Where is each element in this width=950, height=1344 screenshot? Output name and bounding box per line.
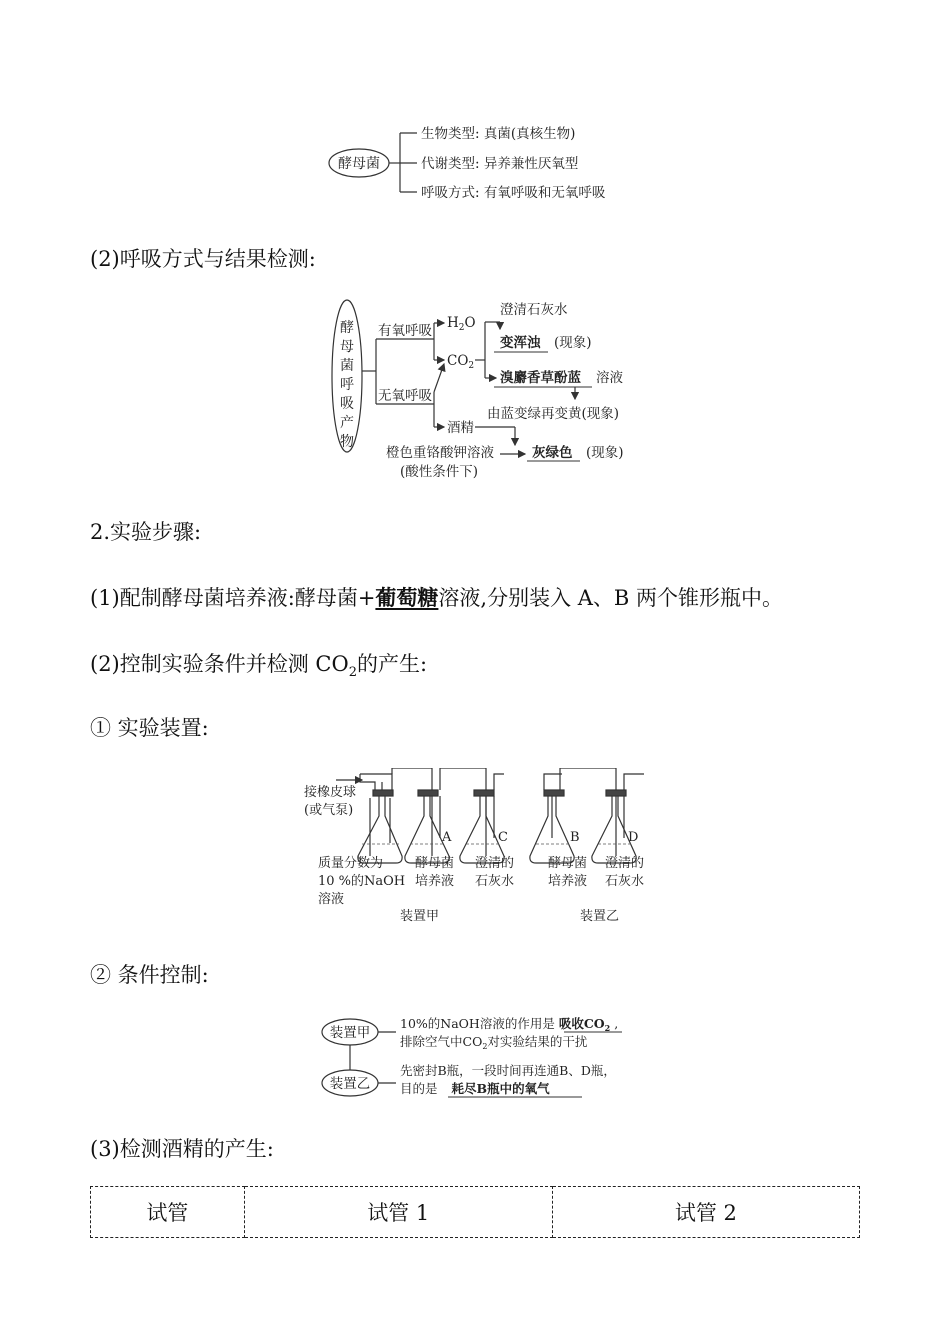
yeast-caption-2: 培养液 xyxy=(415,874,455,889)
pump-label-2: (或气泵) xyxy=(304,803,354,818)
fig1-item-1: 生物类型: 真菌(真核生物) xyxy=(421,126,576,142)
btb-answer: 溴麝香草酚蓝 xyxy=(500,370,581,386)
yeast-caption-1: 酵母菌 xyxy=(415,856,455,871)
yeast-b-caption-2: 培养液 xyxy=(548,874,588,889)
oval-char-2: 母 xyxy=(340,339,354,355)
btb-tail: 溶液 xyxy=(596,370,623,386)
lime-caption-2: 石灰水 xyxy=(475,874,515,889)
apparatus-figure xyxy=(300,768,660,930)
fig4-a-line-2: 排除空气中$CO_2$对实验结果的干扰 xyxy=(400,1034,588,1051)
section-heading-steps: 2.实验步骤: xyxy=(90,520,202,544)
respiration-products-figure xyxy=(330,296,640,482)
step-1-suffix: 溶液,分别装入 A、B 两个锥形瓶中。 xyxy=(438,586,784,610)
anaerobic-label: 无氧呼吸 xyxy=(378,388,432,404)
flask-label-d: D xyxy=(628,830,639,845)
step-2-prefix: (2)控制实验条件并检测 CO xyxy=(90,652,349,676)
lime-d-caption-2: 石灰水 xyxy=(605,874,645,889)
flask-label-a: A xyxy=(442,830,452,845)
fig4-a-line-1: 10%的NaOH溶液的作用是 吸收$CO_2$ , xyxy=(400,1016,619,1033)
step-2-suffix: 的产生: xyxy=(357,652,428,676)
alcohol-label: 酒精 xyxy=(447,420,474,436)
fig4-setup-a: 装置甲 xyxy=(329,1025,371,1041)
step-1-prefix: (1)配制酵母菌培养液:酵母菌+ xyxy=(90,586,376,610)
co2-label: $CO_2$ xyxy=(447,353,475,371)
yeast-classification-figure xyxy=(325,118,635,208)
fig1-item-3: 呼吸方式: 有氧呼吸和无氧呼吸 xyxy=(421,185,606,201)
table-header-row xyxy=(91,1187,860,1238)
fig4-b-line-2: 目的是 耗尽B瓶中的氧气 xyxy=(400,1081,550,1096)
step-1-glucose: 葡萄糖 xyxy=(375,585,439,610)
flask-label-c: C xyxy=(498,830,508,845)
setup-b-caption: 装置乙 xyxy=(580,909,620,924)
turbid-answer: 变浑浊 xyxy=(500,335,541,351)
step-1-text xyxy=(90,584,783,612)
condition-control-figure xyxy=(320,1012,650,1100)
oval-char-3: 菌 xyxy=(340,358,354,374)
limewater-label: 澄清石灰水 xyxy=(500,302,568,318)
step-2-text xyxy=(90,650,427,687)
oval-char-4: 呼 xyxy=(340,377,354,393)
flask-label-b: B xyxy=(570,830,580,845)
fig1-center: 酵母菌 xyxy=(338,156,380,172)
graygreen-answer: 灰绿色 xyxy=(532,445,573,461)
apparatus-heading: ① 实验装置: xyxy=(90,716,209,740)
h2o-label: $H_2O$ xyxy=(447,315,476,333)
table-header-cell: 试管 1 xyxy=(244,1187,552,1238)
lime-d-caption-1: 澄清的 xyxy=(605,856,645,871)
fig1-item-2: 代谢类型: 异养兼性厌氧型 xyxy=(421,156,579,172)
fig4-setup-b: 装置乙 xyxy=(329,1076,371,1092)
section-heading-respiration: (2)呼吸方式与结果检测: xyxy=(90,247,316,271)
naoh-caption-2: 10 %的NaOH xyxy=(318,874,406,889)
section-heading-alcohol: (3)检测酒精的产生: xyxy=(90,1137,274,1161)
oval-char-6: 产 xyxy=(340,415,354,431)
test-tube-table xyxy=(90,1186,860,1238)
oval-char-7: 物 xyxy=(340,434,354,450)
lime-caption-1: 澄清的 xyxy=(475,856,515,871)
oval-char-1: 酵 xyxy=(340,320,354,336)
aerobic-label: 有氧呼吸 xyxy=(378,323,432,339)
yeast-b-caption-1: 酵母菌 xyxy=(548,856,588,871)
acidic-label: (酸性条件下) xyxy=(400,464,479,480)
oval-char-5: 吸 xyxy=(340,396,354,412)
setup-a-caption: 装置甲 xyxy=(400,909,440,924)
pump-label-1: 接橡皮球 xyxy=(304,785,357,800)
dichromate-label: 橙色重铬酸钾溶液 xyxy=(386,445,494,461)
fig4-b-line-1: 先密封B瓶，一段时间再连通B、D瓶， xyxy=(400,1063,616,1078)
step-2-sub: 2 xyxy=(348,665,357,681)
table-header-cell: 试管 xyxy=(91,1187,245,1238)
phenomenon-2: (现象) xyxy=(586,445,624,461)
condition-heading: ② 条件控制: xyxy=(90,963,209,987)
phenomenon-1: (现象) xyxy=(554,335,592,351)
naoh-caption-1: 质量分数为 xyxy=(318,856,384,871)
table-header-cell: 试管 2 xyxy=(552,1187,859,1238)
color-change-label: 由蓝变绿再变黄(现象) xyxy=(487,406,620,422)
naoh-caption-3: 溶液 xyxy=(318,892,345,907)
